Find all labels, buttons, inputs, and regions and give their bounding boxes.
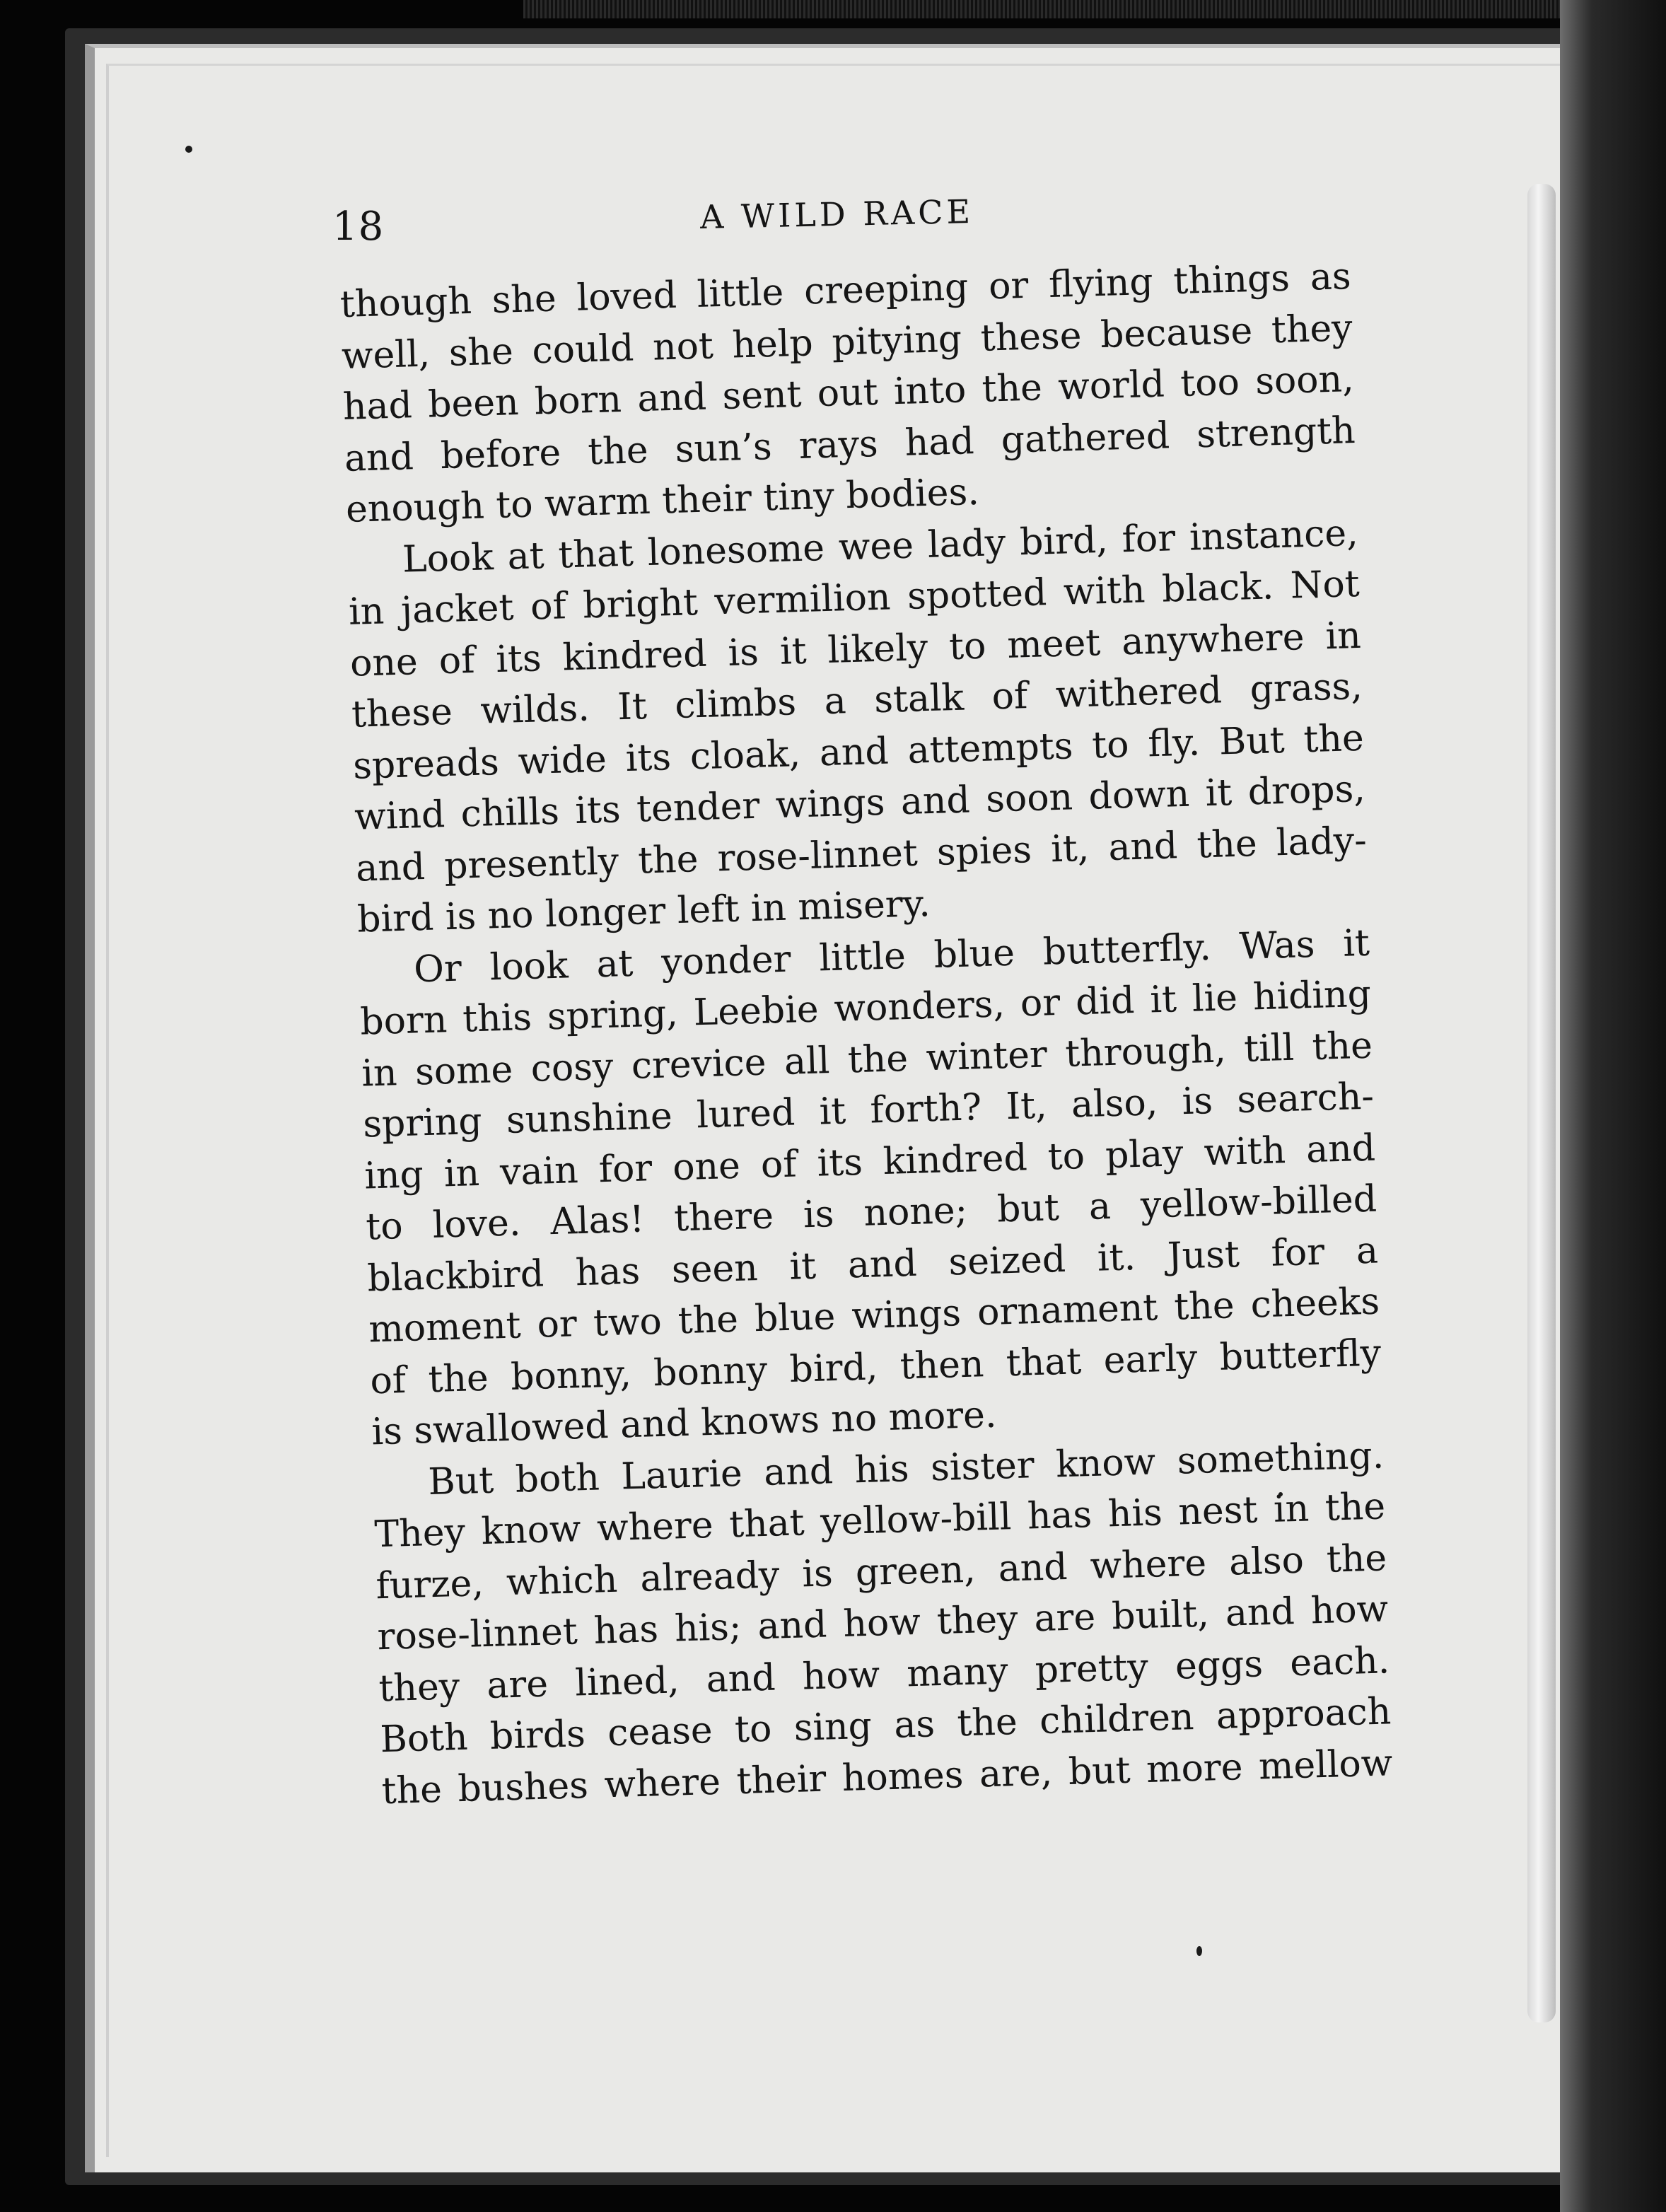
- text-line: But both Laurie and his sister know something.: [427, 1433, 1385, 1503]
- text-line: spreads wide its cloak, and attempts to fly. But the: [352, 716, 1365, 788]
- text-line: and presently the rose-linnet spies it, and the lady-: [355, 819, 1368, 890]
- text-line: had been born and sent out into the world too soon,: [342, 358, 1355, 429]
- page-fold-highlight: [1527, 184, 1556, 2022]
- page-number: 18: [332, 204, 385, 250]
- text-line: moment or two the blue wings ornament the cheeks: [368, 1280, 1380, 1351]
- scan-speck: [1196, 1946, 1202, 1956]
- text-line: wind chills its tender wings and soon down it drops,: [354, 767, 1366, 839]
- text-line: to love. Alas! there is none; but a yellow-billed: [365, 1177, 1377, 1249]
- text-line: ing in vain for one of its kindred to play with and: [363, 1127, 1376, 1197]
- book-binding: [1560, 0, 1666, 2212]
- text-line: the bushes where their homes are, but more mellow: [380, 1741, 1393, 1812]
- text-line: rose-linnet has his; and how they are built, and how: [376, 1588, 1389, 1659]
- page-body-text: [339, 250, 1414, 1817]
- scan-speck: [185, 146, 192, 153]
- text-line: blackbird has seen it and seized it. Just for a: [366, 1229, 1379, 1300]
- text-line: Or look at yonder little blue butterfly. Was it: [413, 921, 1370, 991]
- text-line: of the bonny, bonny bird, then that early butterfly: [369, 1331, 1382, 1402]
- text-line: is swallowed and knows no more.: [371, 1393, 998, 1454]
- text-line: bird is no longer left in misery.: [356, 883, 931, 941]
- text-line: born this spring, Leebie wonders, or did it lie hiding: [359, 972, 1372, 1044]
- running-head: A WILD RACE: [699, 192, 974, 237]
- book-top-edge: [523, 0, 1666, 18]
- text-line: furze, which already is green, and where also the: [375, 1536, 1387, 1607]
- text-line: one of its kindred is it likely to meet anywhere in: [349, 614, 1362, 685]
- text-line: in some cosy crevice all the winter through, till the: [361, 1024, 1373, 1095]
- text-line: they are lined, and how many pretty eggs each.: [378, 1638, 1390, 1710]
- text-line: enough to warm their tiny bodies.: [345, 470, 980, 531]
- text-line: these wilds. It climbs a stalk of withered grass,: [351, 665, 1363, 736]
- text-line: and before the sun’s rays had gathered strength: [344, 409, 1356, 480]
- text-line: well, she could not help pitying these because they: [341, 306, 1353, 378]
- text-line: spring sunshine lured it forth? It, also, is search-: [362, 1075, 1375, 1146]
- text-line: though she loved little creeping or flying things as: [339, 255, 1352, 326]
- text-line: Look at that lonesome wee lady bird, for instance,: [402, 511, 1359, 581]
- text-line: in jacket of bright vermilion spotted with black. Not: [348, 562, 1361, 634]
- page-header: [332, 191, 1393, 255]
- text-line: They know where that yellow-bill has his nest in the: [373, 1485, 1386, 1556]
- text-line: Both birds cease to sing as the children approach: [379, 1690, 1392, 1762]
